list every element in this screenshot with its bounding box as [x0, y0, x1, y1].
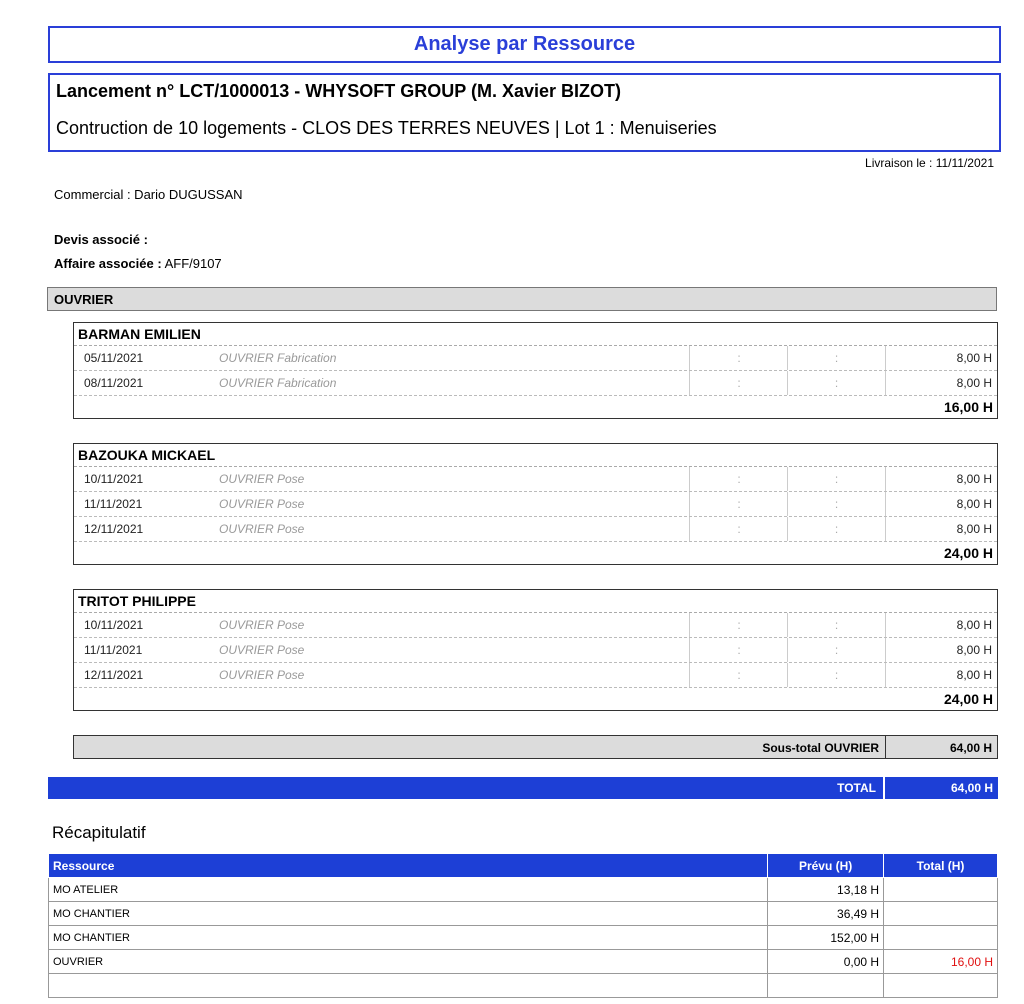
- launch-description: Contruction de 10 logements - CLOS DES TERRES NEUVES | Lot 1 : Menuiseries: [56, 118, 717, 138]
- recap-resource: MO CHANTIER: [49, 902, 768, 926]
- row-start-time: :: [689, 517, 788, 541]
- devis-label: Devis associé :: [54, 232, 148, 247]
- row-end-time: :: [787, 467, 886, 491]
- row-start-time: :: [689, 638, 788, 662]
- table-row: [74, 346, 997, 371]
- recap-resource: MO CHANTIER: [49, 926, 768, 950]
- recap-header-prevu: Prévu (H): [768, 854, 884, 878]
- table-row: [74, 613, 997, 638]
- row-hours: 8,00 H: [956, 522, 992, 536]
- commercial: Commercial : Dario DUGUSSAN: [54, 187, 243, 202]
- row-start-time: :: [689, 663, 788, 687]
- launch-number: Lancement n° LCT/1000013 - WHYSOFT GROUP (M. Xavier BIZOT): [56, 81, 621, 101]
- row-description: OUVRIER Pose: [219, 668, 305, 682]
- recap-total: [884, 878, 998, 902]
- recap-header-row: [49, 854, 998, 878]
- recap-prevu: [768, 974, 884, 998]
- row-description: OUVRIER Fabrication: [219, 376, 337, 390]
- row-start-time: :: [689, 613, 788, 637]
- affaire-label: Affaire associée :: [54, 256, 162, 271]
- table-row: [74, 371, 997, 396]
- subtotal-divider: [885, 736, 886, 758]
- group-name: TRITOT PHILIPPE: [74, 590, 997, 613]
- row-end-time: :: [787, 638, 886, 662]
- table-row: [74, 517, 997, 542]
- row-hours: 8,00 H: [956, 643, 992, 657]
- recap-title: Récapitulatif: [52, 823, 146, 842]
- recap-prevu: 0,00 H: [768, 950, 884, 974]
- table-row: [49, 974, 998, 998]
- row-end-time: :: [787, 613, 886, 637]
- row-start-time: :: [689, 371, 788, 395]
- resource-group: [73, 589, 998, 711]
- table-row: [49, 878, 998, 902]
- row-end-time: :: [787, 517, 886, 541]
- group-total: 24,00 H: [943, 545, 993, 561]
- row-date: 10/11/2021: [84, 618, 144, 632]
- group-name: BARMAN EMILIEN: [74, 323, 997, 346]
- affaire-value: AFF/9107: [164, 256, 222, 271]
- row-hours: 8,00 H: [956, 668, 992, 682]
- row-date: 12/11/2021: [84, 522, 144, 536]
- recap-total: [884, 926, 998, 950]
- table-row: [74, 467, 997, 492]
- affaire-line: [54, 256, 222, 271]
- row-description: OUVRIER Pose: [219, 522, 305, 536]
- total-label: TOTAL: [837, 781, 876, 795]
- resource-group: [73, 322, 998, 419]
- row-date: 08/11/2021: [84, 376, 144, 390]
- row-description: OUVRIER Fabrication: [219, 351, 337, 365]
- recap-prevu: 13,18 H: [768, 878, 884, 902]
- row-end-time: :: [787, 346, 886, 370]
- recap-total: [884, 902, 998, 926]
- row-date: 10/11/2021: [84, 472, 144, 486]
- recap-resource: MO ATELIER: [49, 878, 768, 902]
- subtotal-row: [73, 735, 998, 759]
- row-start-time: :: [689, 346, 788, 370]
- recap-table: [48, 853, 998, 998]
- row-date: 11/11/2021: [84, 643, 143, 657]
- row-start-time: :: [689, 467, 788, 491]
- row-hours: 8,00 H: [956, 376, 992, 390]
- recap-total: 16,00 H: [884, 950, 998, 974]
- group-total: 24,00 H: [943, 691, 993, 707]
- recap-prevu: 36,49 H: [768, 902, 884, 926]
- row-hours: 8,00 H: [956, 351, 992, 365]
- launch-info-box: [48, 73, 1001, 152]
- resource-group: [73, 443, 998, 565]
- total-value: 64,00 H: [950, 781, 993, 795]
- report-title: Analyse par Ressource: [48, 26, 1001, 63]
- table-row: [49, 950, 998, 974]
- row-start-time: :: [689, 492, 788, 516]
- row-description: OUVRIER Pose: [219, 497, 305, 511]
- total-row: [48, 777, 998, 799]
- recap-header-resource: Ressource: [49, 854, 768, 878]
- group-name: BAZOUKA MICKAEL: [74, 444, 997, 467]
- row-date: 12/11/2021: [84, 668, 144, 682]
- total-divider: [883, 777, 885, 799]
- row-end-time: :: [787, 663, 886, 687]
- row-end-time: :: [787, 492, 886, 516]
- row-date: 05/11/2021: [84, 351, 144, 365]
- subtotal-value: 64,00 H: [949, 741, 992, 755]
- group-total: 16,00 H: [943, 399, 993, 415]
- row-description: OUVRIER Pose: [219, 643, 305, 657]
- recap-resource: [49, 974, 768, 998]
- table-row: [74, 638, 997, 663]
- table-row: [74, 492, 997, 517]
- row-description: OUVRIER Pose: [219, 618, 305, 632]
- row-description: OUVRIER Pose: [219, 472, 305, 486]
- row-hours: 8,00 H: [956, 618, 992, 632]
- subtotal-label: Sous-total OUVRIER: [762, 741, 879, 755]
- table-row: [49, 926, 998, 950]
- recap-total: [884, 974, 998, 998]
- row-hours: 8,00 H: [956, 472, 992, 486]
- recap-resource: OUVRIER: [49, 950, 768, 974]
- row-end-time: :: [787, 371, 886, 395]
- delivery-date: Livraison le : 11/11/2021: [865, 156, 994, 170]
- section-header-ouvrier: OUVRIER: [47, 287, 997, 311]
- recap-prevu: 152,00 H: [768, 926, 884, 950]
- recap-header-total: Total (H): [884, 854, 998, 878]
- row-hours: 8,00 H: [956, 497, 992, 511]
- table-row: [74, 663, 997, 688]
- table-row: [49, 902, 998, 926]
- row-date: 11/11/2021: [84, 497, 143, 511]
